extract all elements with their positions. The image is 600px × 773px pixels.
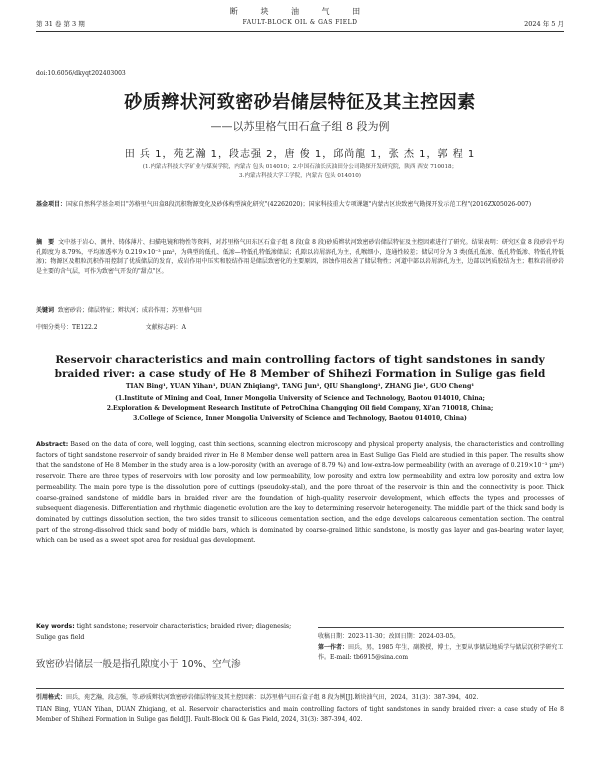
- journal-name-cn: 断 块 油 气 田: [229, 7, 371, 16]
- issue-date: 2024 年 5 月: [524, 20, 564, 28]
- affiliation-en-line: (1.Institute of Mining and Coal, Inner Mongolia University of Science and Technology, Baotou 014010, China;: [115, 395, 485, 402]
- affiliations-cn: [50, 163, 550, 181]
- keywords-en-text: tight sandstone; reservoir characteristics; braided river; diagenesis; Sulige gas field: [36, 623, 292, 641]
- received-info: [318, 627, 564, 664]
- header-rule: [36, 31, 564, 32]
- abstract-en-text: Based on the data of core, well logging, cast thin sections, scanning electron microscopy and physical property analysis, the characteristics and controlling factors of tight sandstone reservoir of sandy braided river in He 8 Member dense well pattern area in East Sulige Gas Field are studied in this paper. The results show that the sandstone of He 8 Member in the study area is a low-porosity (with an average of 8.79 %) and low-extra-low permeability (with an average of 0.219×10⁻³ μm²) reservoir. There are three types of reservoirs with low porosity and low permeability, low porosity and extra low permeability and extra low porosity and extra low permeability. The main pore type is the dissolution pore of cuttings (pseudoky-stal), and the pore throat of the reservoir is thin and the connectivity is poor. Thick coarse-grained sandstone of middle bars in braided river are the foundation of high-quality reservoir development, which effects the types and processes of subsequent diagenesis. Differentiation and rhythmic diagenetic evolution are the key to determining reservoir heterogeneity. The middle part of the thick sand body is dominated by cuttings dissolution section, the two sides transit to siliceous cementation section, and the edge develops calcareous cementation section. The central part of the strong-dissolved thick sand body of middle bars, which is dominated by coarse-grained lithic sandstone, is mostly gas layer and gas-bearing water layer, which can be used as a sweet spot area for residual gas development.: [36, 441, 564, 545]
- first-author-text: 田兵，男，1985 年生，副教授，博士，主要从事储层地质学与储层沉积学研究工作。E-mail: tb6915@sina.com: [318, 643, 564, 661]
- keywords-cn-text: 致密砂岩；储层特征；辫状河；成岩作用；苏里格气田: [57, 307, 202, 314]
- document-code: 文献标志码：A: [145, 324, 186, 331]
- subtitle-cn: ——以苏里格气田石盒子组 8 段为例: [210, 120, 390, 133]
- citation-en: TIAN Bing, YUAN Yihan, DUAN Zhiqiang, et al. Reservoir characteristics and main controlling factors of tight sandstones in sandy braided river: a case study of He 8 Member of Shihezi Formation in Sulige gas field[J]. Fault-Block Oil & Gas Field, 2024, 31(3): 387-394, 402.: [36, 705, 564, 723]
- keywords-cn-label: 关键词: [36, 307, 55, 314]
- doi[interactable]: doi:10.6056/dkyqt202403003: [36, 70, 126, 77]
- title-cn: 砂质辫状河致密砂岩储层特征及其主控因素: [124, 92, 476, 113]
- first-author-label: 第一作者：: [318, 643, 349, 651]
- abstract-en: [36, 440, 564, 547]
- volume-issue: 第 31 卷 第 3 期: [36, 20, 85, 28]
- page-header: [36, 6, 564, 50]
- keywords-cn: [36, 306, 564, 316]
- received-dates: 收稿日期：2023-11-30；改回日期：2024-03-05。: [318, 633, 460, 640]
- keywords-en-label: Key words:: [36, 623, 75, 630]
- body-text-start: 致密砂岩储层一般是指孔隙度小于 10%、空气渗: [36, 659, 241, 670]
- clc-number: 中图分类号：TE122.2: [36, 324, 98, 331]
- journal-name-en: FAULT-BLOCK OIL & GAS FIELD: [242, 19, 358, 26]
- affiliation-en-line: 2.Exploration & Development Research Institute of PetroChina Changqing Oil field Company, Xi'an 710018, China;: [106, 405, 494, 412]
- affiliations-en: [40, 394, 560, 424]
- affiliation-cn-line: (1.内蒙古科技大学矿业与煤炭学院，内蒙古 包头 014010；2.中国石油长庆油田分公司勘探开发研究院，陕西 西安 710018；: [142, 164, 458, 170]
- authors-en: TIAN Bing¹, YUAN Yihan¹, DUAN Zhiqiang², TANG Jun¹, QIU Shanglong¹, ZHANG Jie¹, GUO Cheng¹: [125, 383, 475, 390]
- abstract-en-label: Abstract:: [36, 441, 69, 448]
- fund-label: 基金项目：: [36, 201, 67, 208]
- authors-cn: 田 兵 1，苑艺瀚 1，段志强 2，唐 俊 1，邱尚龍 1，张 杰 1，郭 程 1: [124, 149, 476, 160]
- classification: [36, 322, 186, 331]
- citation-cn: 田兵，苑艺瀚，段志强，等.砂质辫状河致密砂岩储层特征及其主控因素：以苏里格气田石盒子组 8 段为例[J].断块油气田，2024，31(3)：387-394，402.: [66, 694, 479, 701]
- fund-info: [36, 200, 564, 210]
- abstract-cn: [36, 238, 564, 276]
- fund-text: 国家自然科学基金项目"苏格里气田盒8段沉积物源变化及砂体构型演化研究"(42262020)；国家科技重大专项课题"内蒙古区块致密气勘探开发示范工程"(2016ZX05026-007): [66, 201, 532, 208]
- affiliation-en-line: 3.College of Science, Inner Mongolia University of Science and Technology, Baotou 014010, China): [133, 415, 467, 422]
- citation-label: 引用格式：: [36, 694, 67, 701]
- keywords-en: [36, 622, 296, 643]
- title-en: Reservoir characteristics and main controlling factors of tight sandstones in sandy braided river: a case study of He 8 Member of Shihezi Formation in Sulige gas field: [54, 354, 546, 380]
- affiliation-cn-line: 3.内蒙古科技大学工学院，内蒙古 包头 014010): [239, 173, 361, 179]
- citation: [36, 688, 564, 726]
- abstract-cn-text: 文中基于岩心、测井、铸体薄片、扫描电镜和物性等资料，对苏里格气田东区石盒子组 8 段(盒 8 段)砂质辫状河致密砂岩储层特征及主控因素进行了研究。结果表明：研究区盒 8 段砂岩平均孔隙度为 8.79%，平均渗透率为 0.219×10⁻³ μm²，为典型的低孔、低渗—特低孔特低渗储层；孔隙以岩屑溶孔为主，孔喉细小，连通性较差；储层可分为 3 类(低孔低渗、低孔特低渗、特低孔特低渗)；物源区及粗粒沉积作用控制了优质储层的发育，成岩作用中压实和胶结作用是储层致密化的主要原因，溶蚀作用改善了储层物性；河道中部以岩屑溶孔为主，边部以钙质胶结为主；粗粒岩屑砂岩是主要的含气层，可作为致密气开发的"甜点"区。: [36, 239, 564, 275]
- abstract-cn-label: 摘 要: [36, 239, 55, 246]
